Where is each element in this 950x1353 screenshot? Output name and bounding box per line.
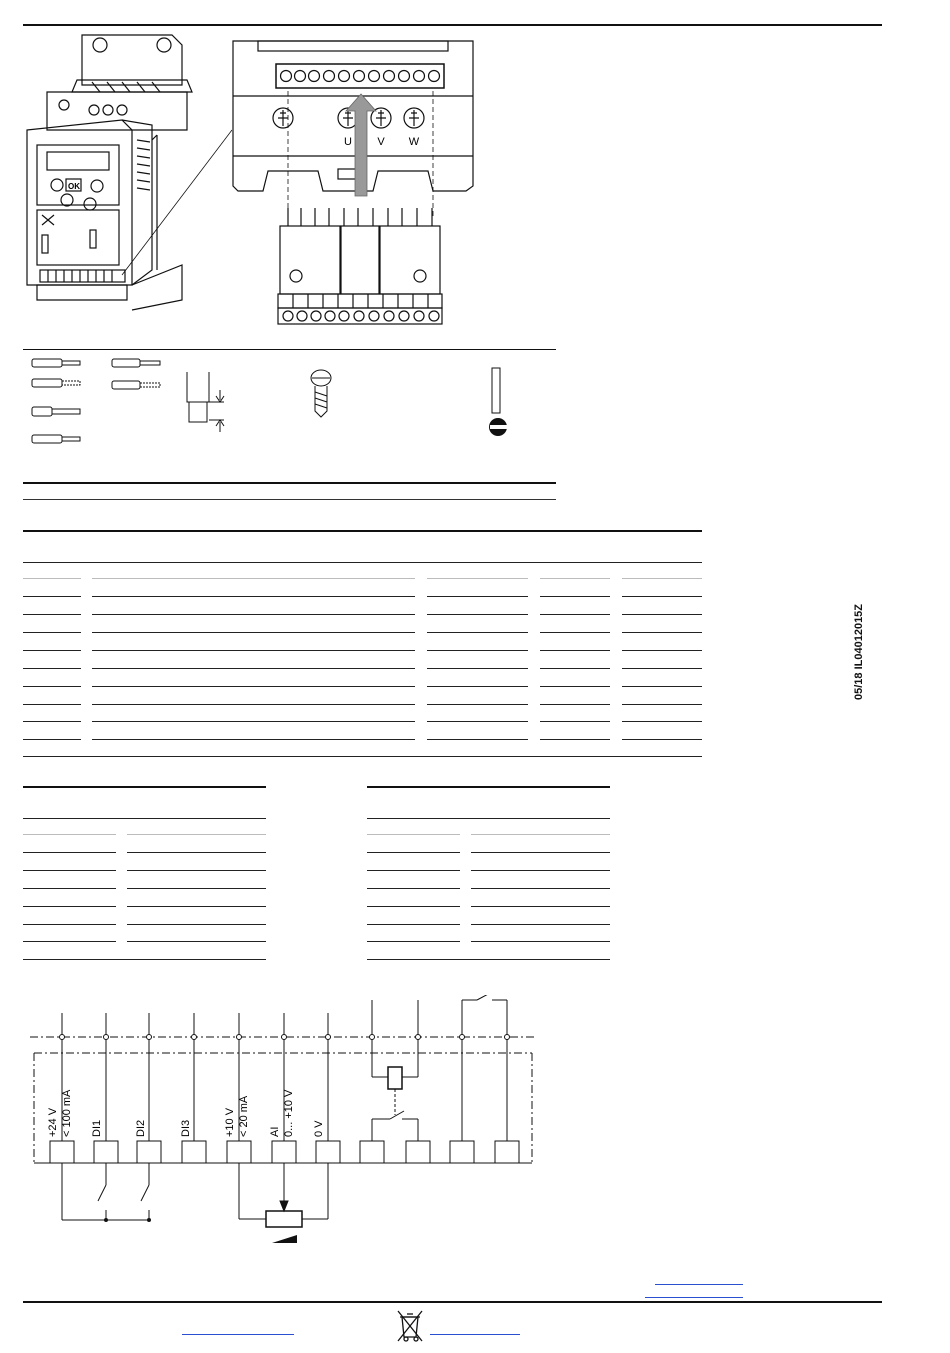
terminal-label: DI3 [180, 1119, 192, 1137]
table-top-rule [23, 530, 702, 532]
terminal-label: 0 V [313, 1120, 325, 1137]
terminal-label: < 20 mA [238, 1095, 250, 1137]
weee-bin-icon [396, 1309, 424, 1343]
terminal-v-label: V [377, 136, 385, 148]
footer-link[interactable] [430, 1334, 520, 1335]
hyperlink-underline[interactable] [645, 1297, 743, 1298]
drive-illustration [22, 30, 232, 315]
terminal-label: < 100 mA [61, 1089, 73, 1137]
tools-sub-rule [23, 499, 556, 500]
table-bottom-rule [23, 756, 702, 757]
ok-key-label: OK [68, 182, 80, 191]
document-code: 05/18 IL04012015Z [853, 603, 865, 700]
terminal-detail [228, 36, 480, 328]
terminal-label: +24 V [47, 1107, 59, 1137]
control-wiring-diagram [22, 995, 542, 1250]
hyperlink-underline[interactable] [655, 1284, 743, 1285]
footer-link[interactable] [182, 1334, 294, 1335]
terminal-w-label: W [408, 136, 420, 148]
terminal-label: AI [269, 1126, 281, 1137]
tools-bottom-rule [23, 482, 556, 484]
terminal-label: DI2 [135, 1119, 147, 1137]
bottom-rule [23, 1301, 882, 1303]
terminal-label: 0... +10 V [283, 1089, 295, 1137]
top-rule [23, 24, 882, 26]
tools-top-rule [23, 349, 556, 350]
terminal-label: DI1 [91, 1119, 103, 1137]
table-header-rule [23, 562, 702, 563]
terminal-u-label: U [344, 136, 352, 148]
terminal-label: +10 V [224, 1107, 236, 1137]
conductor-tools-illustration [22, 352, 556, 452]
